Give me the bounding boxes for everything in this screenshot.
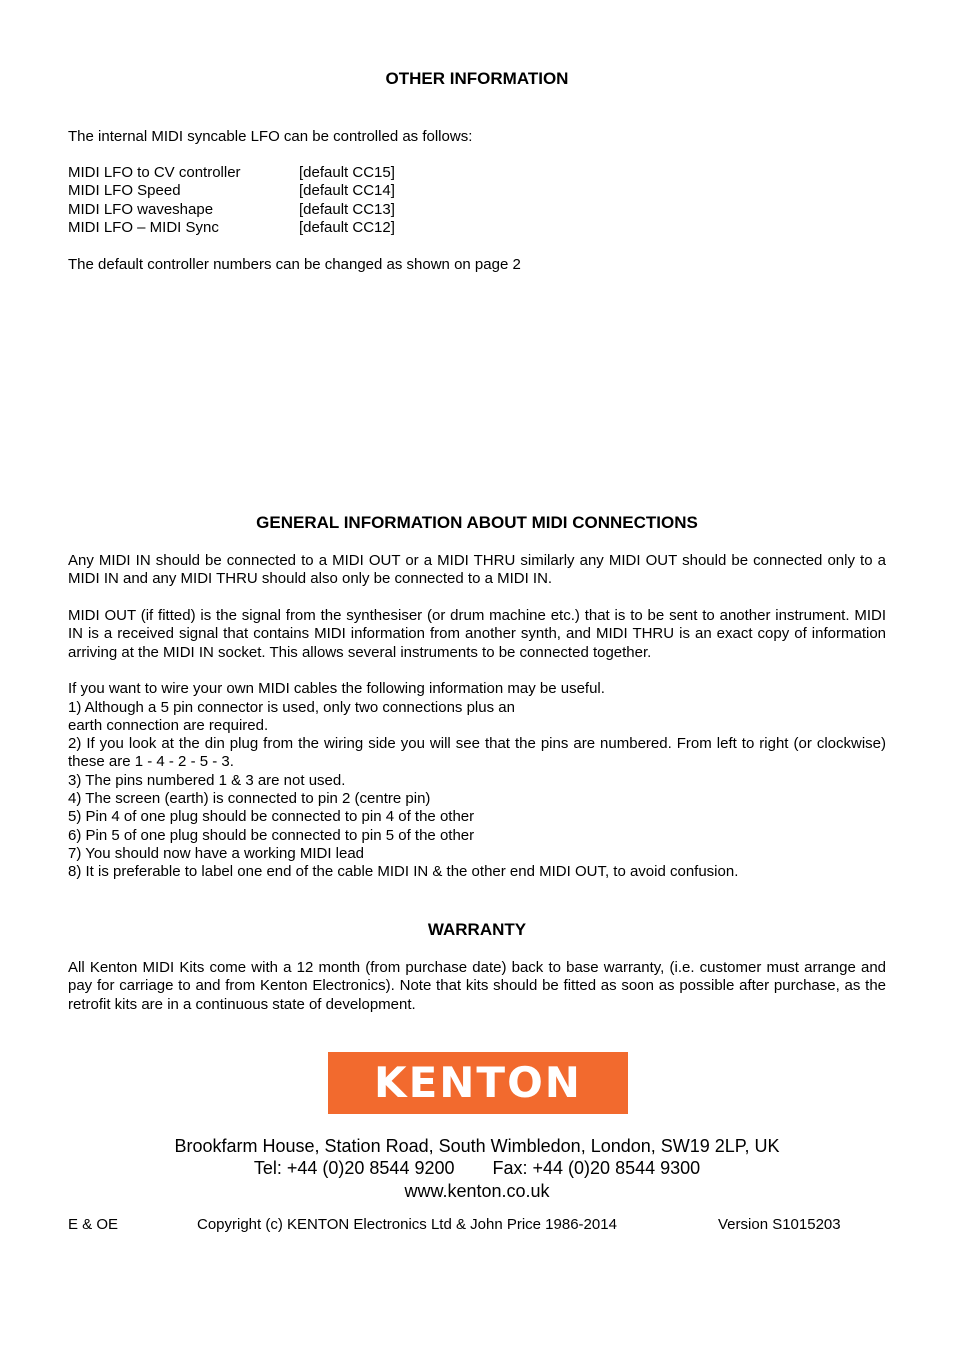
other-information-heading: OTHER INFORMATION [385,69,569,88]
kenton-logo [328,1052,628,1114]
telephone-number: Tel: +44 (0)20 8544 9200 [253,1158,455,1178]
wiring-item-1b: earth connection are required. [68,717,269,734]
wiring-item-2: 2) If you look at the din plug from the wiring side you will see that the pins are numbered. From left to right (or clockwise) these are 1 - 4 - 2 - 5 - 3. [68,735,886,771]
warranty-heading: WARRANTY [427,920,527,939]
lfo-controller-list [68,164,568,238]
fax-number: Fax: +44 (0)20 8544 9300 [492,1158,701,1178]
wiring-item-7: 7) You should now have a working MIDI lead [68,845,365,862]
midi-para-1: Any MIDI IN should be connected to a MIDI OUT or a MIDI THRU similarly any MIDI OUT should be connected only to a MIDI IN and any MIDI THRU should also only be connected to a MIDI IN. [68,552,886,588]
wiring-item-5: 5) Pin 4 of one plug should be connected to pin 4 of the other [68,808,475,825]
midi-para-2: MIDI OUT (if fitted) is the signal from the synthesiser (or drum machine etc.) that is to be sent to another instrument. MIDI IN is a received signal that contains MIDI information from another synth, and MIDI THRU is an exact copy of information arriving at the MIDI IN socket. This allows several instruments to be connected together. [68,607,886,661]
lfo-row-name: MIDI LFO Speed [68,182,181,200]
copyright-text: Copyright (c) KENTON Electronics Ltd & John Price 1986-2014 [197,1216,617,1233]
lfo-row-value: [default CC15] [299,164,395,181]
website-link[interactable]: www.kenton.co.uk [404,1181,550,1201]
company-address: Brookfarm House, Station Road, South Wimbledon, London, SW19 2LP, UK [174,1136,780,1156]
lfo-note-text: The default controller numbers can be changed as shown on page 2 [68,256,521,273]
wiring-item-1a: 1) Although a 5 pin connector is used, only two connections plus an [68,699,515,716]
wiring-item-6: 6) Pin 5 of one plug should be connected to pin 5 of the other [68,827,475,844]
kenton-logo-text: KENTON [374,1058,582,1107]
contact-phone-line [0,1157,954,1179]
lfo-row-value: [default CC13] [299,200,395,218]
lfo-row-name: MIDI LFO – MIDI Sync [68,219,219,237]
warranty-text: All Kenton MIDI Kits come with a 12 month (from purchase date) back to base warranty, (i.e. customer must arrange and pay for carriage to and from Kenton Electronics). Note that kits should be fitted as soon as possible after purchase, as the retrofit kits are in a continuous state of development. [68,959,886,1013]
e-and-oe-text: E & OE [68,1216,119,1233]
wiring-item-4: 4) The screen (earth) is connected to pin 2 (centre pin) [68,790,431,807]
lfo-row [68,182,568,200]
lfo-row [68,219,568,237]
lfo-intro-text: The internal MIDI syncable LFO can be controlled as follows: [68,128,473,145]
wiring-item-8: 8) It is preferable to label one end of the cable MIDI IN & the other end MIDI OUT, to avoid confusion. [68,863,739,880]
lfo-row-name: MIDI LFO waveshape [68,200,214,218]
lfo-row-value: [default CC14] [299,182,395,200]
wiring-item-3: 3) The pins numbered 1 & 3 are not used. [68,772,346,789]
lfo-row [68,164,568,182]
lfo-row [68,201,568,219]
version-text: Version S1015203 [718,1216,841,1233]
midi-connections-heading: GENERAL INFORMATION ABOUT MIDI CONNECTIONS [256,513,698,532]
lfo-row-value: [default CC12] [299,219,395,237]
wiring-intro-text: If you want to wire your own MIDI cables the following information may be useful. [68,680,605,697]
lfo-row-name: MIDI LFO to CV controller [68,164,241,181]
